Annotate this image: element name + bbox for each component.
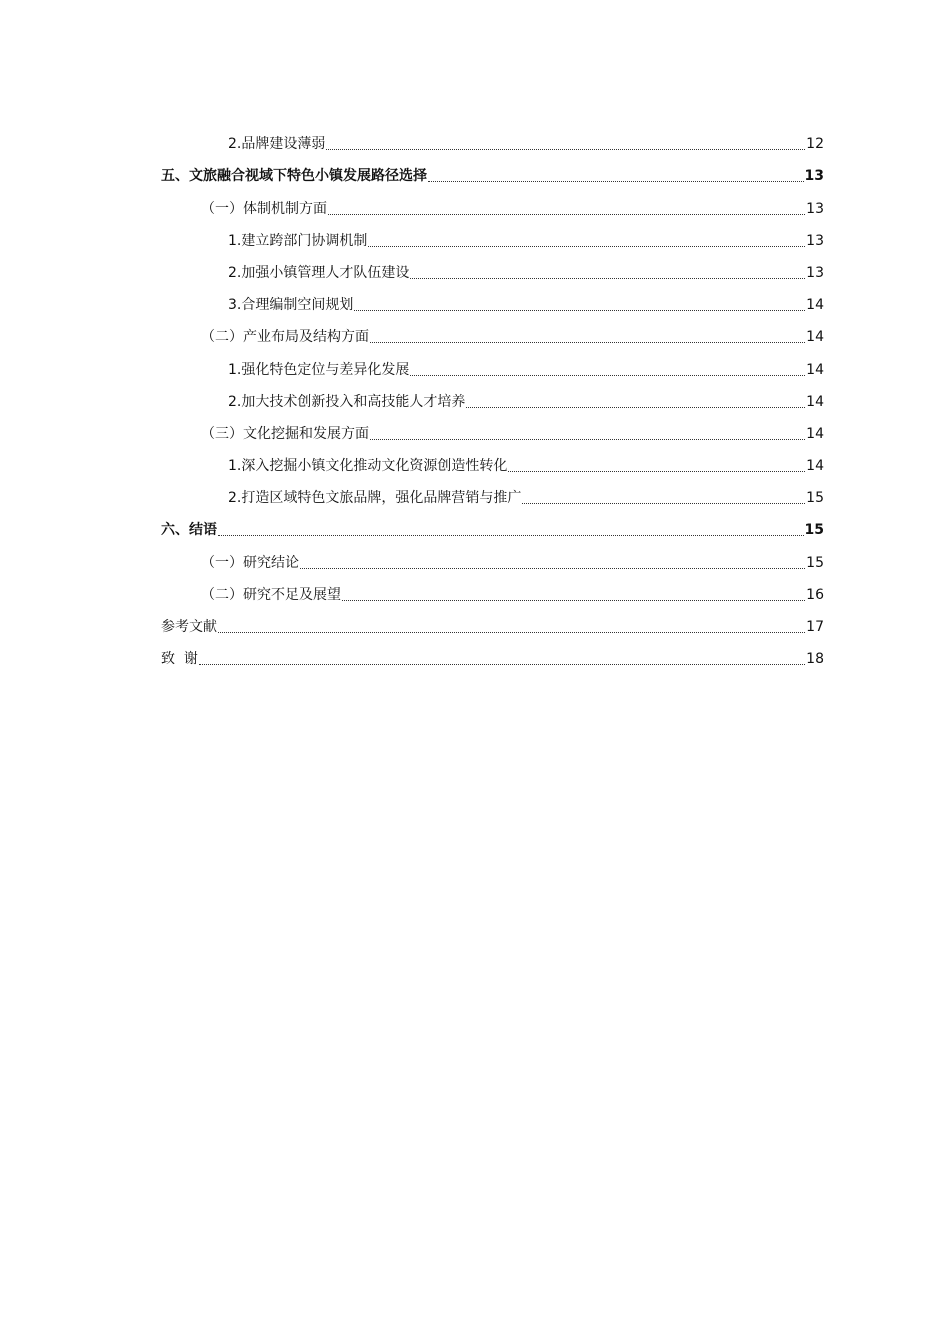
toc-entry[interactable] [161,317,824,349]
toc-page-number: 13 [806,264,824,281]
toc-dot-leader [218,534,804,536]
toc-dot-leader [342,599,805,601]
toc-dot-leader [368,245,805,247]
toc-dot-leader [370,438,805,440]
toc-entry[interactable] [161,124,824,156]
toc-entry[interactable] [161,349,824,381]
toc-entry[interactable] [161,510,824,542]
toc-entry[interactable] [161,156,824,188]
toc-dot-leader [522,502,805,504]
toc-entry[interactable] [161,253,824,285]
toc-entry-title: （一）体制机制方面 [201,200,327,217]
toc-entry-title: 五、文旅融合视域下特色小镇发展路径选择 [161,168,427,185]
toc-entry-title: 2.打造区域特色文旅品牌，强化品牌营销与推广 [228,490,522,507]
toc-page-number: 14 [806,458,824,475]
toc-entry-title: 致 谢 [161,651,198,668]
toc-entry-title: （一）研究结论 [201,554,299,571]
table-of-contents [161,124,824,671]
toc-dot-leader [466,406,805,408]
toc-dot-leader [410,277,805,279]
toc-entry-title: 2.加强小镇管理人才队伍建设 [228,264,410,281]
toc-dot-leader [354,309,805,311]
toc-page-number: 17 [806,619,824,635]
toc-page-number: 15 [806,490,824,507]
toc-dot-leader [410,374,805,376]
toc-page-number: 18 [806,651,824,668]
toc-entry[interactable] [161,575,824,607]
toc-entry-title: （二）产业布局及结构方面 [201,329,369,346]
toc-entry[interactable] [161,382,824,414]
toc-page-number: 13 [806,200,824,217]
toc-page-number: 14 [806,425,824,442]
toc-page-number: 14 [806,361,824,378]
toc-entry[interactable] [161,414,824,446]
toc-dot-leader [508,470,805,472]
toc-dot-leader [218,631,805,633]
toc-entry-title: 2.加大技术创新投入和高技能人才培养 [228,393,466,410]
toc-entry-title: 2.品牌建设薄弱 [228,136,326,153]
toc-entry-title: （二）研究不足及展望 [201,586,341,603]
toc-page-number: 13 [806,232,824,249]
toc-page-number: 12 [806,136,824,153]
toc-entry[interactable] [161,542,824,574]
toc-page-number: 14 [806,393,824,410]
toc-dot-leader [326,148,805,150]
toc-entry-title: 1.建立跨部门协调机制 [228,232,368,249]
toc-entry[interactable] [161,639,824,671]
toc-page-number: 15 [806,554,824,571]
toc-entry[interactable] [161,188,824,220]
toc-entry-title: 参考文献 [161,619,217,635]
toc-entry-title: （三）文化挖掘和发展方面 [201,425,369,442]
toc-dot-leader [199,663,805,665]
toc-dot-leader [328,213,805,215]
toc-entry[interactable] [161,221,824,253]
toc-dot-leader [428,180,804,182]
toc-entry[interactable] [161,607,824,639]
toc-entry-title: 1.深入挖掘小镇文化推动文化资源创造性转化 [228,458,508,475]
toc-entry[interactable] [161,285,824,317]
toc-dot-leader [300,567,805,569]
toc-entry-title: 1.强化特色定位与差异化发展 [228,361,410,378]
toc-dot-leader [370,341,805,343]
toc-page-number: 13 [804,168,824,185]
toc-page-number: 14 [806,329,824,346]
toc-entry-title: 六、结语 [161,522,217,539]
toc-page-number: 16 [806,586,824,603]
toc-page-number: 14 [806,297,824,314]
toc-entry-title: 3.合理编制空间规划 [228,297,354,314]
toc-entry[interactable] [161,478,824,510]
toc-entry[interactable] [161,446,824,478]
toc-page-number: 15 [804,522,824,539]
